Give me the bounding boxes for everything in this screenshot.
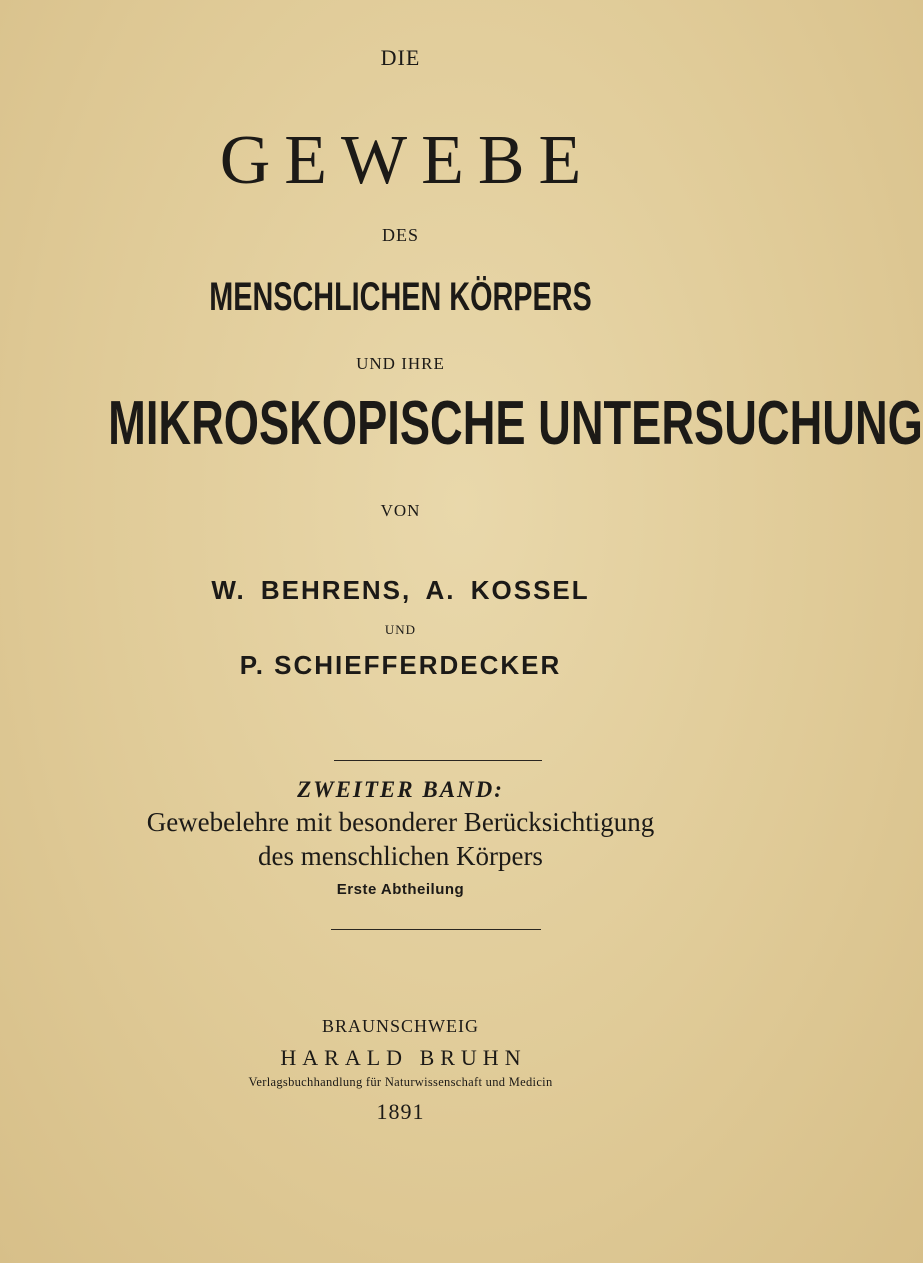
subject-title: MENSCHLICHEN KÖRPERS	[209, 275, 592, 319]
part-label: Erste Abtheilung	[336, 881, 465, 898]
article-die: DIE	[380, 45, 421, 70]
publisher-description: Verlagsbuchhandlung für Naturwissenschaft und Medicin	[248, 1075, 553, 1089]
preposition-von: VON	[380, 501, 421, 520]
volume-label: ZWEITER BAND:	[297, 777, 504, 802]
authors-line-2: P. SCHIEFFERDECKER	[239, 650, 562, 680]
conjunction-und-ihre: UND IHRE	[356, 354, 445, 373]
publication-city: BRAUNSCHWEIG	[321, 1016, 479, 1036]
volume-title-line-1: Gewebelehre mit besonderer Berücksichtigung	[146, 807, 655, 837]
main-title: GEWEBE	[219, 122, 596, 199]
publisher-name: HARALD BRUHN	[280, 1045, 527, 1070]
divider-bottom	[331, 929, 541, 930]
volume-title-line-2: des menschlichen Körpers	[258, 841, 543, 871]
conjunction-und: UND	[384, 622, 417, 637]
divider-top	[334, 760, 542, 761]
authors-line-1: W. BEHRENS, A. KOSSEL	[211, 575, 590, 605]
preposition-des: DES	[381, 225, 419, 245]
publication-year: 1891	[376, 1099, 425, 1124]
subtitle: MIKROSKOPISCHE UNTERSUCHUNG	[108, 389, 923, 458]
